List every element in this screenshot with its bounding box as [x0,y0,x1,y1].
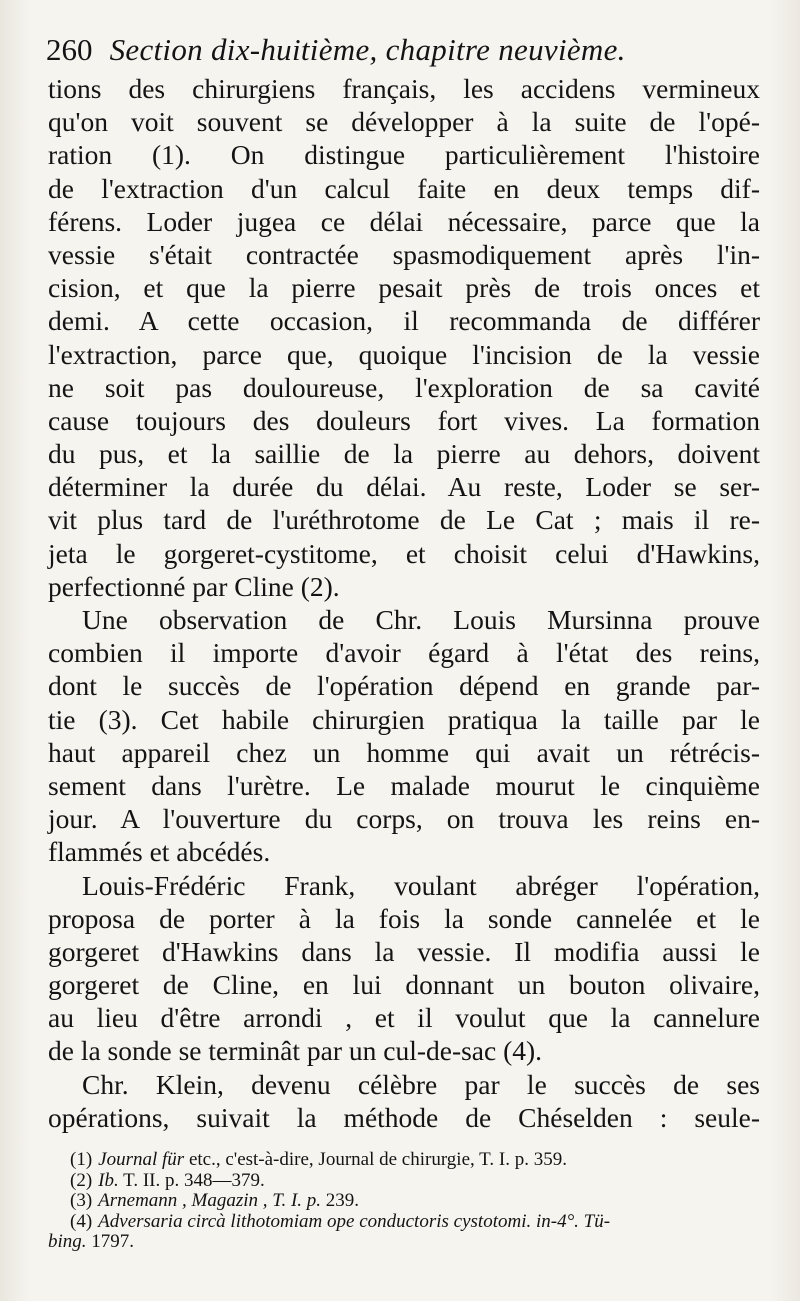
text-line: dont le succès de l'opération dépend en grande par- [48,670,760,702]
text-line: tions des chirurgiens français, les accidens vermineux [48,73,760,104]
text-line: jeta le gorgeret-cystitome, et choisit celui d'Hawkins, [48,537,760,569]
text-line: combien il importe d'avoir égard à l'état des reins, [48,637,760,669]
text-line: du pus, et la saillie de la pierre au dehors, doivent [48,438,760,470]
running-header [46,32,766,72]
text-line: vessie s'était contractée spasmodiquement après l'in- [48,238,760,270]
footnote-4-continuation [48,1232,760,1253]
footnote-italic: Arnemann , Magazin , T. I. p. [98,1190,322,1211]
footnote-text: T. II. p. 348—379. [118,1169,265,1191]
paragraph-end-line: de la sonde se terminât par un cul-de-sac (4). [48,1035,543,1067]
running-title: Section dix-huitième, chapitre neuvième. [109,32,626,67]
text-line: gorgeret de Cline, en lui donnant un bouton olivaire, [48,969,760,1001]
footnote-2 [48,1171,760,1192]
footnote-mark: (3) [70,1190,93,1211]
footnote-4 [48,1212,760,1233]
paragraph-start-line: Chr. Klein, devenu célèbre par le succès de ses [82,1068,760,1100]
text-line: proposa de porter à la fois la sonde cannelée et le [48,902,760,934]
footnote-mark: (1) [70,1149,93,1170]
text-line: cause toujours des douleurs fort vives. La formation [48,404,760,436]
footnote-mark: (4) [70,1210,93,1232]
text-line: vit plus tard de l'uréthrotome de Le Cat ; mais il re- [48,504,760,536]
footnote-text: 239. [321,1190,360,1211]
text-line: de l'extraction d'un calcul faite en deux temps dif- [48,172,760,204]
text-line: ne soit pas douloureuse, l'exploration de sa cavité [48,371,760,403]
text-line: demi. A cette occasion, il recommanda de différer [48,305,760,337]
footnote-text: 1797. [86,1231,135,1252]
page-number: 260 [46,32,93,67]
footnotes [48,1150,760,1253]
body-text [48,72,760,1134]
footnote-italic: Journal für [98,1149,185,1170]
text-line: tie (3). Cet habile chirurgien pratiqua la taille par le [48,703,760,735]
footnote-mark: (2) [70,1169,93,1191]
paragraph-start-line: Louis-Frédéric Frank, voulant abréger l'opération, [82,869,760,901]
paragraph-end-line: perfectionné par Cline (2). [48,570,340,602]
text-line: sement dans l'urètre. Le malade mourut le cinquième [48,769,760,801]
footnote-italic: Ib. [98,1169,119,1191]
text-line: au lieu d'être arrondi , et il voulut que la cannelure [48,1002,760,1034]
paragraph-end-line: flammés et abcédés. [48,836,271,868]
footnote-text: etc., c'est-à-dire, Journal de chirurgie, T. I. p. 359. [184,1149,567,1170]
footnote-3 [48,1191,760,1212]
footnote-italic: bing. [48,1231,87,1252]
text-line: opérations, suivait la méthode de Chéselden : seule- [48,1101,760,1133]
text-line: gorgeret d'Hawkins dans la vessie. Il modifia aussi le [48,935,760,967]
text-line: férens. Loder jugea ce délai nécessaire, parce que la [48,205,760,237]
text-line: cision, et que la pierre pesait près de trois onces et [48,272,760,304]
text-line: déterminer la durée du délai. Au reste, Loder se ser- [48,471,760,503]
footnote-italic: Adversaria circà lithotomiam ope conductoris cystotomi. in-4°. Tü- [98,1210,611,1232]
text-line: qu'on voit souvent se développer à la suite de l'opé- [48,106,760,138]
text-line: ration (1). On distingue particulièrement l'histoire [48,139,760,171]
text-line: haut appareil chez un homme qui avait un rétrécis- [48,736,760,768]
footnote-1 [48,1150,760,1171]
text-line: jour. A l'ouverture du corps, on trouva les reins en- [48,803,760,835]
paragraph-start-line: Une observation de Chr. Louis Mursinna prouve [82,604,760,635]
text-line: l'extraction, parce que, quoique l'incision de la vessie [48,338,760,370]
